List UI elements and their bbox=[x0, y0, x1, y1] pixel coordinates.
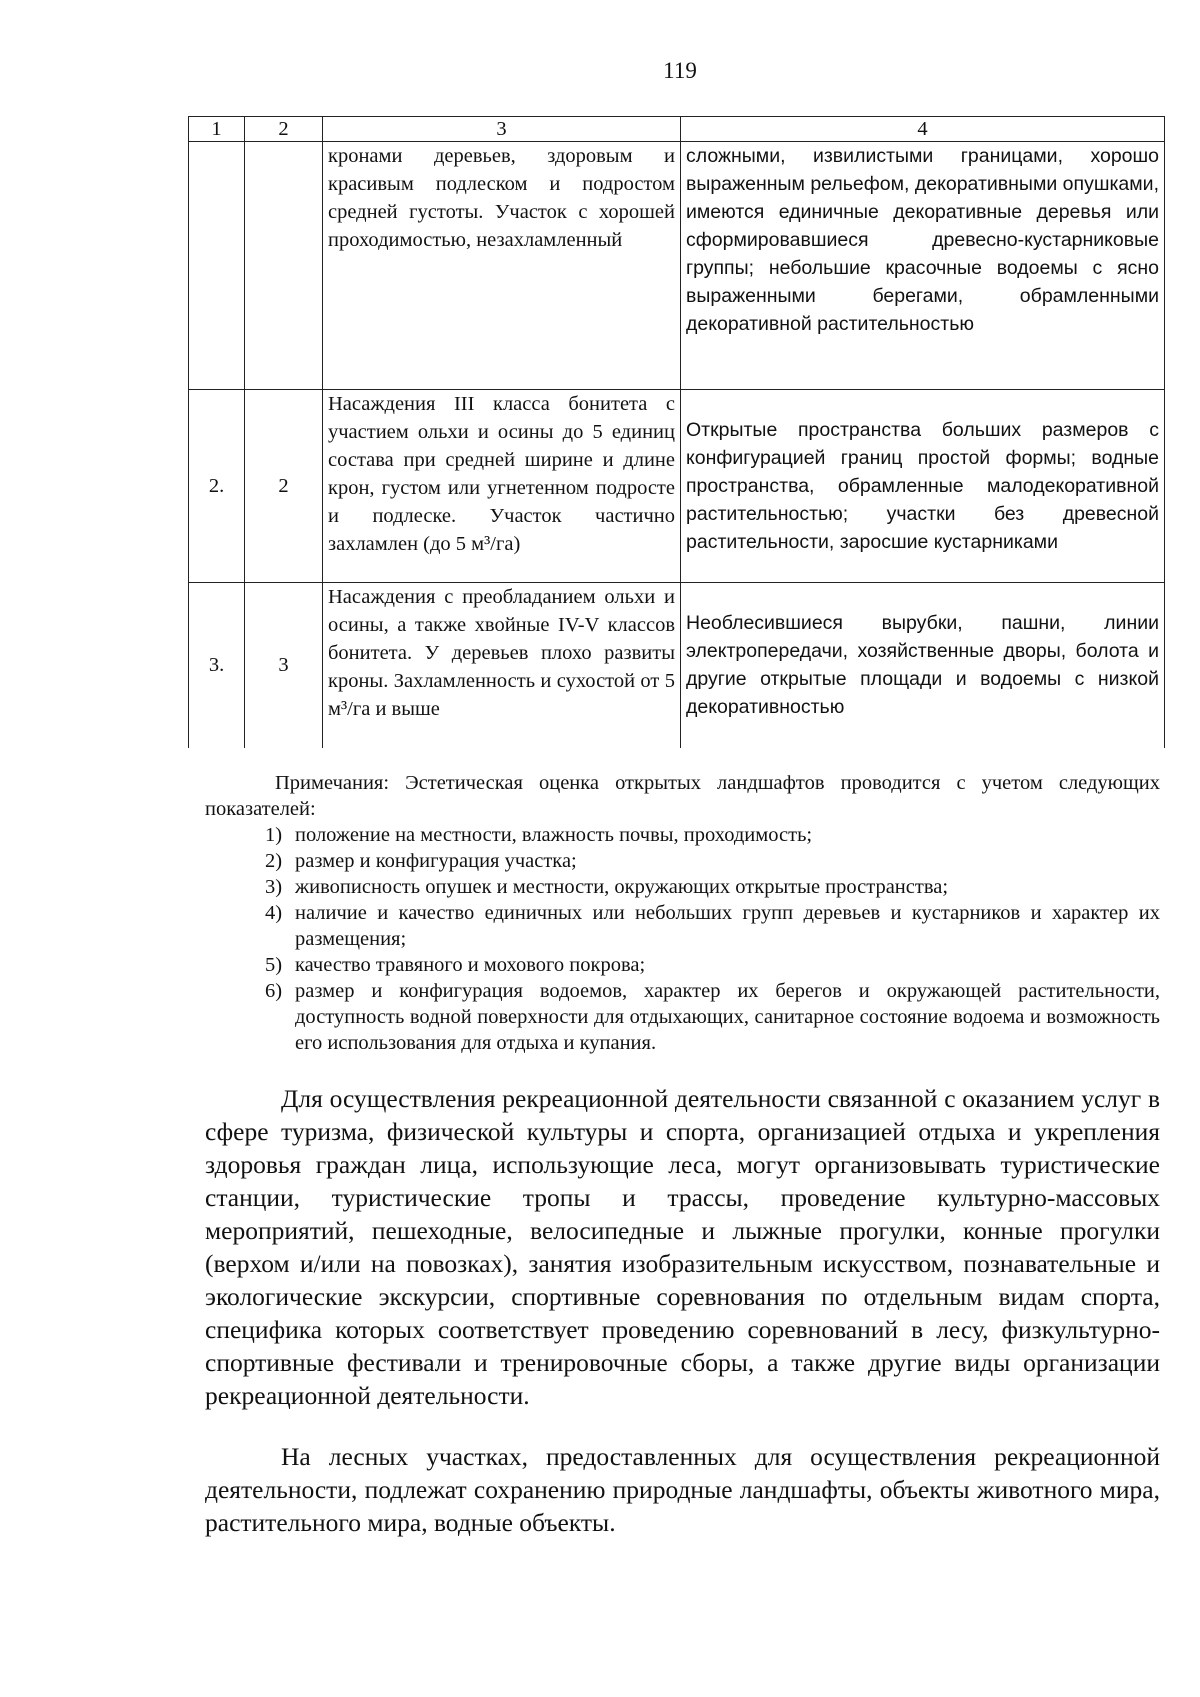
body-paragraph: На лесных участках, предоставленных для осуществления рекреационной деятельности, подлежат сохранению природные ландшафты, объекты животного мира, растительного мира, водные объекты. bbox=[205, 1442, 1160, 1537]
list-item bbox=[205, 952, 1160, 978]
list-item bbox=[205, 874, 1160, 900]
list-item-text: наличие и качество единичных или небольших групп деревьев и кустарников и характер их размещения; bbox=[295, 902, 1160, 950]
header-cell: 2 bbox=[245, 117, 323, 142]
class-cell bbox=[245, 142, 323, 390]
class-cell: 3 bbox=[245, 583, 323, 748]
stand-description-cell: кронами деревьев, здоровым и красивым подлеском и подростом средней густоты. Участок с хорошей проходимостью, незахламленный bbox=[323, 142, 681, 390]
table-row bbox=[189, 390, 1165, 583]
list-item bbox=[205, 822, 1160, 848]
list-item bbox=[205, 978, 1160, 1056]
table-row bbox=[189, 583, 1165, 748]
stand-description-cell: Насаждения III класса бонитета с участием ольхи и осины до 5 единиц состава при средней ширине и длине крон, густом или угнетенном подросте и подлеске. Участок частично захламлен (до 5 м³/га) bbox=[323, 390, 681, 583]
list-item-text: положение на местности, влажность почвы, проходимость; bbox=[295, 824, 813, 846]
landscape-assessment-table bbox=[188, 116, 1165, 748]
row-number-cell bbox=[189, 142, 245, 390]
list-item bbox=[205, 848, 1160, 874]
notes-intro: Примечания: Эстетическая оценка открытых ландшафтов проводится с учетом следующих показателей: bbox=[205, 772, 1160, 820]
list-number: 1) bbox=[265, 824, 283, 846]
list-number: 5) bbox=[265, 954, 283, 976]
row-number-cell: 3. bbox=[189, 583, 245, 748]
class-cell: 2 bbox=[245, 390, 323, 583]
header-cell: 4 bbox=[681, 117, 1165, 142]
table-header-row bbox=[189, 117, 1165, 142]
body-paragraph: Для осуществления рекреационной деятельности связанной с оказанием услуг в сфере туризма, физической культуры и спорта, организацией отдыха и укрепления здоровья граждан лица, использующие леса, могут организовывать туристические станции, туристические тропы и трассы, проведение культурно-массовых мероприятий, пешеходные, велосипедные и лыжные прогулки, конные прогулки (верхом и/или на повозках), занятия изобразительным искусством, познавательные и экологические экскурсии, спортивные соревнования по отдельным видам спорта, специфика которых соответствует проведению соревнований в лесу, физкультурно-спортивные фестивали и тренировочные сборы, а также другие виды организации рекреационной деятельности. bbox=[205, 1084, 1160, 1410]
open-space-description-cell: Открытые пространства больших размеров с конфигурацией границ простой формы; водные пространства, обрамленные малодекоративной растительностью; участки без древесной растительности, заросшие кустарниками bbox=[681, 390, 1165, 583]
list-number: 4) bbox=[265, 902, 283, 924]
list-item-text: размер и конфигурация водоемов, характер их берегов и окружающей растительности, доступность водной поверхности для отдыхающих, санитарное состояние водоема и возможность его использования для отдыха и купания. bbox=[295, 980, 1160, 1054]
list-item-text: живописность опушек и местности, окружающих открытые пространства; bbox=[295, 876, 949, 898]
open-space-description-cell: Необлесившиеся вырубки, пашни, линии электропередачи, хозяйственные дворы, болота и другие открытые площади и водоемы с низкой декоративностью bbox=[681, 583, 1165, 748]
notes-list bbox=[205, 822, 1160, 1056]
row-number-cell: 2. bbox=[189, 390, 245, 583]
table-row bbox=[189, 142, 1165, 390]
list-number: 2) bbox=[265, 850, 283, 872]
header-cell: 1 bbox=[189, 117, 245, 142]
stand-description-cell: Насаждения с преобладанием ольхи и осины, а также хвойные IV-V классов бонитета. У деревьев плохо развиты кроны. Захламленность и сухостой от 5 м³/га и выше bbox=[323, 583, 681, 748]
open-space-description-cell: сложными, извилистыми границами, хорошо выраженным рельефом, декоративными опушками, имеются единичные декоративные деревья или сформировавшиеся древесно-кустарниковые группы; небольшие красочные водоемы с ясно выраженными берегами, обрамленными декоративной растительностью bbox=[681, 142, 1165, 390]
header-cell: 3 bbox=[323, 117, 681, 142]
list-item-text: качество травяного и мохового покрова; bbox=[295, 954, 646, 976]
list-item bbox=[205, 900, 1160, 952]
list-number: 3) bbox=[265, 876, 283, 898]
list-number: 6) bbox=[265, 980, 283, 1002]
page-number: 119 bbox=[663, 58, 697, 83]
notes-section bbox=[205, 770, 1160, 1056]
list-item-text: размер и конфигурация участка; bbox=[295, 850, 577, 872]
